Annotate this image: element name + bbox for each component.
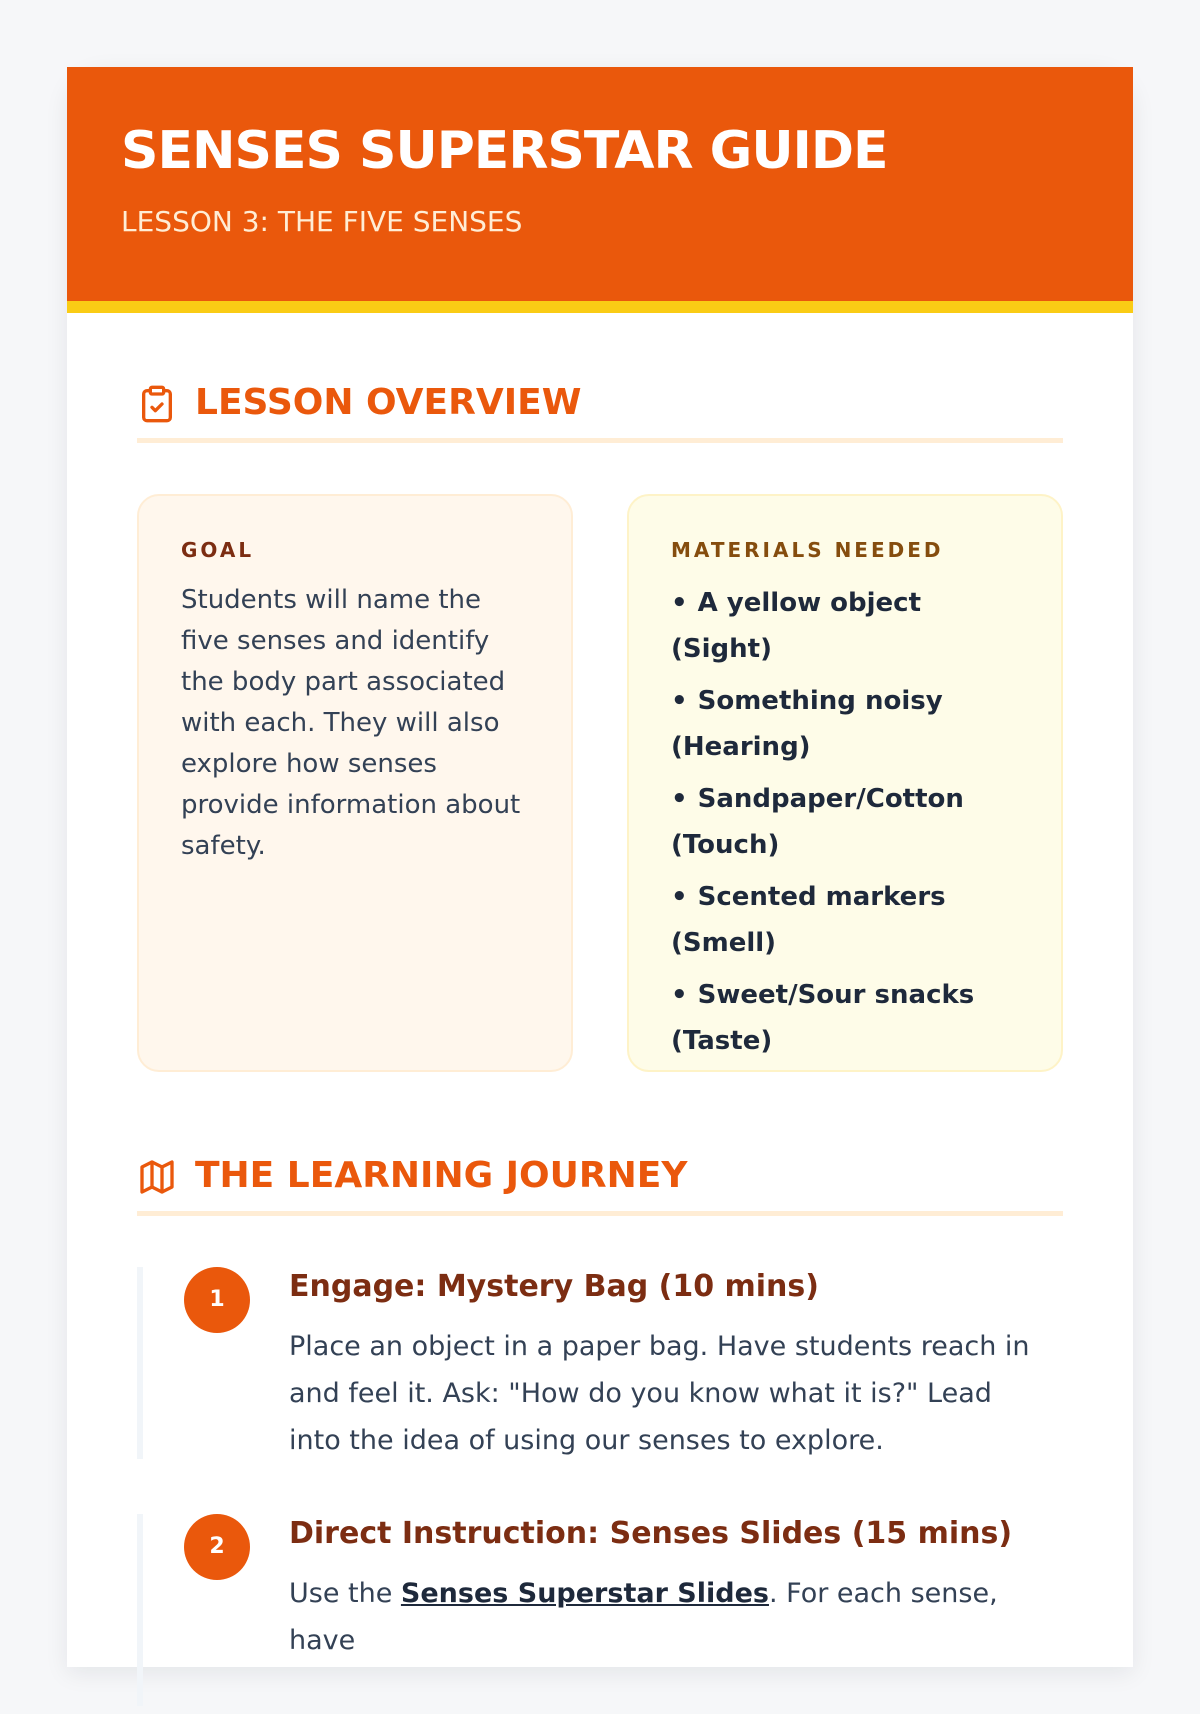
step-number-badge: 2 xyxy=(184,1514,250,1580)
slides-link[interactable]: Senses Superstar Slides xyxy=(400,1578,769,1609)
lesson-subtitle: LESSON 3: THE FIVE SENSES xyxy=(121,205,523,238)
goal-label: GOAL xyxy=(181,538,255,562)
list-item: • Sandpaper/Cotton (Touch) xyxy=(671,784,964,860)
step-body: Use the Senses Superstar Slides. For each sense, have xyxy=(289,1578,998,1656)
step-title: Engage: Mystery Bag (10 mins) xyxy=(289,1269,819,1304)
list-item: • Scented markers (Smell) xyxy=(671,882,946,958)
step-rail xyxy=(137,1267,143,1459)
lesson-card xyxy=(67,67,1133,1667)
list-item: • A yellow object (Sight) xyxy=(671,588,921,664)
materials-label: MATERIALS NEEDED xyxy=(671,538,944,562)
journey-step xyxy=(137,1267,1063,1467)
goal-text: Students will name the five senses and identify the body part associated with each. They will also explore how senses provide information about safety. xyxy=(181,585,521,861)
step-title: Direct Instruction: Senses Slides (15 mins) xyxy=(289,1516,1013,1551)
materials-box xyxy=(627,494,1063,1072)
goal-box xyxy=(137,494,573,1072)
journey-heading: THE LEARNING JOURNEY xyxy=(195,1155,688,1196)
section-heading-overview xyxy=(137,372,1063,443)
journey-step xyxy=(137,1514,1063,1714)
map-icon xyxy=(137,1157,177,1197)
list-item: • Something noisy (Hearing) xyxy=(671,686,943,762)
overview-heading: LESSON OVERVIEW xyxy=(195,382,582,423)
clipboard-check-icon xyxy=(137,384,177,424)
step-rail xyxy=(137,1514,143,1706)
step-number-badge: 1 xyxy=(184,1267,250,1333)
section-heading-journey xyxy=(137,1145,1063,1216)
list-item: • Sweet/Sour snacks (Taste) xyxy=(671,980,975,1056)
materials-list xyxy=(671,580,1019,1064)
guide-header xyxy=(67,67,1133,313)
step-body: Place an object in a paper bag. Have students reach in and feel it. Ask: "How do you know what it is?" Lead into the idea of using our senses to explore. xyxy=(289,1331,1030,1456)
guide-title: SENSES SUPERSTAR GUIDE xyxy=(121,121,888,181)
